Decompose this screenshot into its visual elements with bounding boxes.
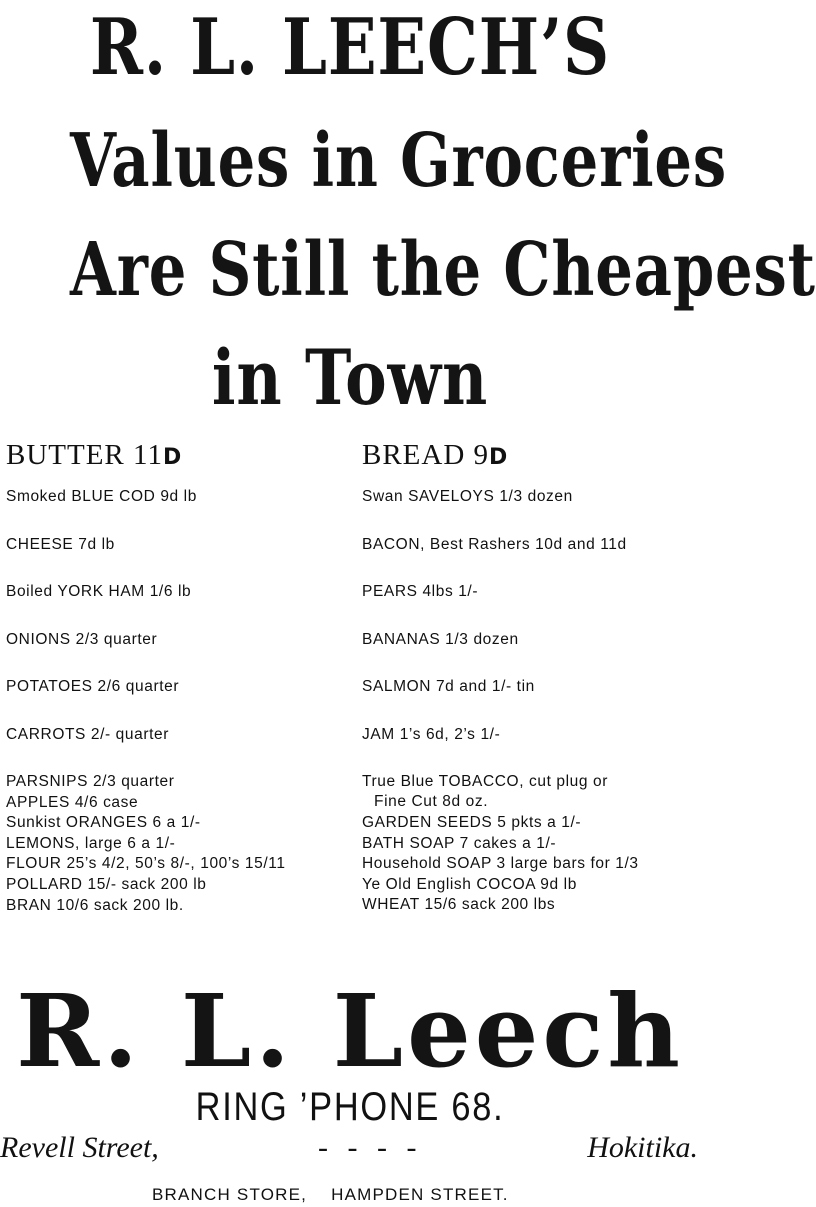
tobacco-line-1: True Blue TOBACCO, cut plug or xyxy=(362,773,609,790)
price-item: Ye Old English COCOA 9d lb xyxy=(362,875,577,893)
price-item: JAM 1’s 6d, 2’s 1/- xyxy=(362,725,501,743)
price-item: Sunkist ORANGES 6 a 1/- xyxy=(6,814,201,832)
headline-in-town: in Town xyxy=(211,333,489,422)
street-address: Revell Street, xyxy=(0,1131,159,1164)
tobacco-line-2: Fine Cut 8d oz. xyxy=(374,793,489,810)
price-item: SALMON 7d and 1/- tin xyxy=(362,678,535,695)
price-item: PARSNIPS 2/3 quarter xyxy=(6,773,175,790)
price-item: APPLES 4/6 case xyxy=(6,793,139,811)
headline-values: Values in Groceries xyxy=(70,118,727,204)
butter-heading-label: BUTTER 11 xyxy=(6,439,163,471)
price-item: CARROTS 2/- quarter xyxy=(6,725,169,743)
price-item: FLOUR 25’s 4/2, 50’s 8/-, 100’s 15/11 xyxy=(6,855,286,873)
price-item: Swan SAVELOYS 1/3 dozen xyxy=(362,488,573,505)
branch-label: BRANCH STORE, xyxy=(152,1185,308,1204)
price-item: Household SOAP 3 large bars for 1/3 xyxy=(362,855,639,873)
price-item: BRAN 10/6 sack 200 lb. xyxy=(6,896,184,914)
price-item: Smoked BLUE COD 9d lb xyxy=(6,488,197,505)
branch-store-line xyxy=(152,1184,509,1206)
town-name: Hokitika. xyxy=(587,1131,698,1164)
price-item: LEMONS, large 6 a 1/- xyxy=(6,834,176,852)
price-item: WHEAT 15/6 sack 200 lbs xyxy=(362,896,556,914)
footer-store-name: R. L. Leech xyxy=(16,972,684,1090)
price-item: BACON, Best Rashers 10d and 11d xyxy=(362,535,627,553)
price-item: Boiled YORK HAM 1/6 lb xyxy=(6,583,192,600)
price-item: POLLARD 15/- sack 200 lb xyxy=(6,875,207,893)
price-item: BATH SOAP 7 cakes a 1/- xyxy=(362,834,557,852)
right-price-column xyxy=(362,438,700,916)
price-item: BANANAS 1/3 dozen xyxy=(362,630,519,648)
price-item: CHEESE 7d lb xyxy=(6,535,115,553)
phone-number: RING ’PHONE 68. xyxy=(195,1085,505,1129)
price-item: GARDEN SEEDS 5 pkts a 1/- xyxy=(362,814,582,831)
headline-store-name: R. L. LEECH’S xyxy=(89,2,611,93)
left-price-column xyxy=(6,438,351,916)
price-item-tobacco xyxy=(362,772,700,813)
price-item: ONIONS 2/3 quarter xyxy=(6,630,158,648)
branch-street: HAMPDEN STREET. xyxy=(331,1185,509,1204)
price-item: PEARS 4lbs 1/- xyxy=(362,583,479,600)
bread-heading xyxy=(362,438,700,475)
price-item: POTATOES 2/6 quarter xyxy=(6,678,180,695)
butter-heading-suffix: D xyxy=(162,445,183,470)
address-dashes: - - - - xyxy=(318,1131,423,1164)
bread-heading-suffix: D xyxy=(489,445,509,470)
headline-cheapest: Are Still the Cheapest xyxy=(70,227,816,313)
bread-heading-label: BREAD 9 xyxy=(362,439,490,471)
butter-heading xyxy=(6,438,351,475)
